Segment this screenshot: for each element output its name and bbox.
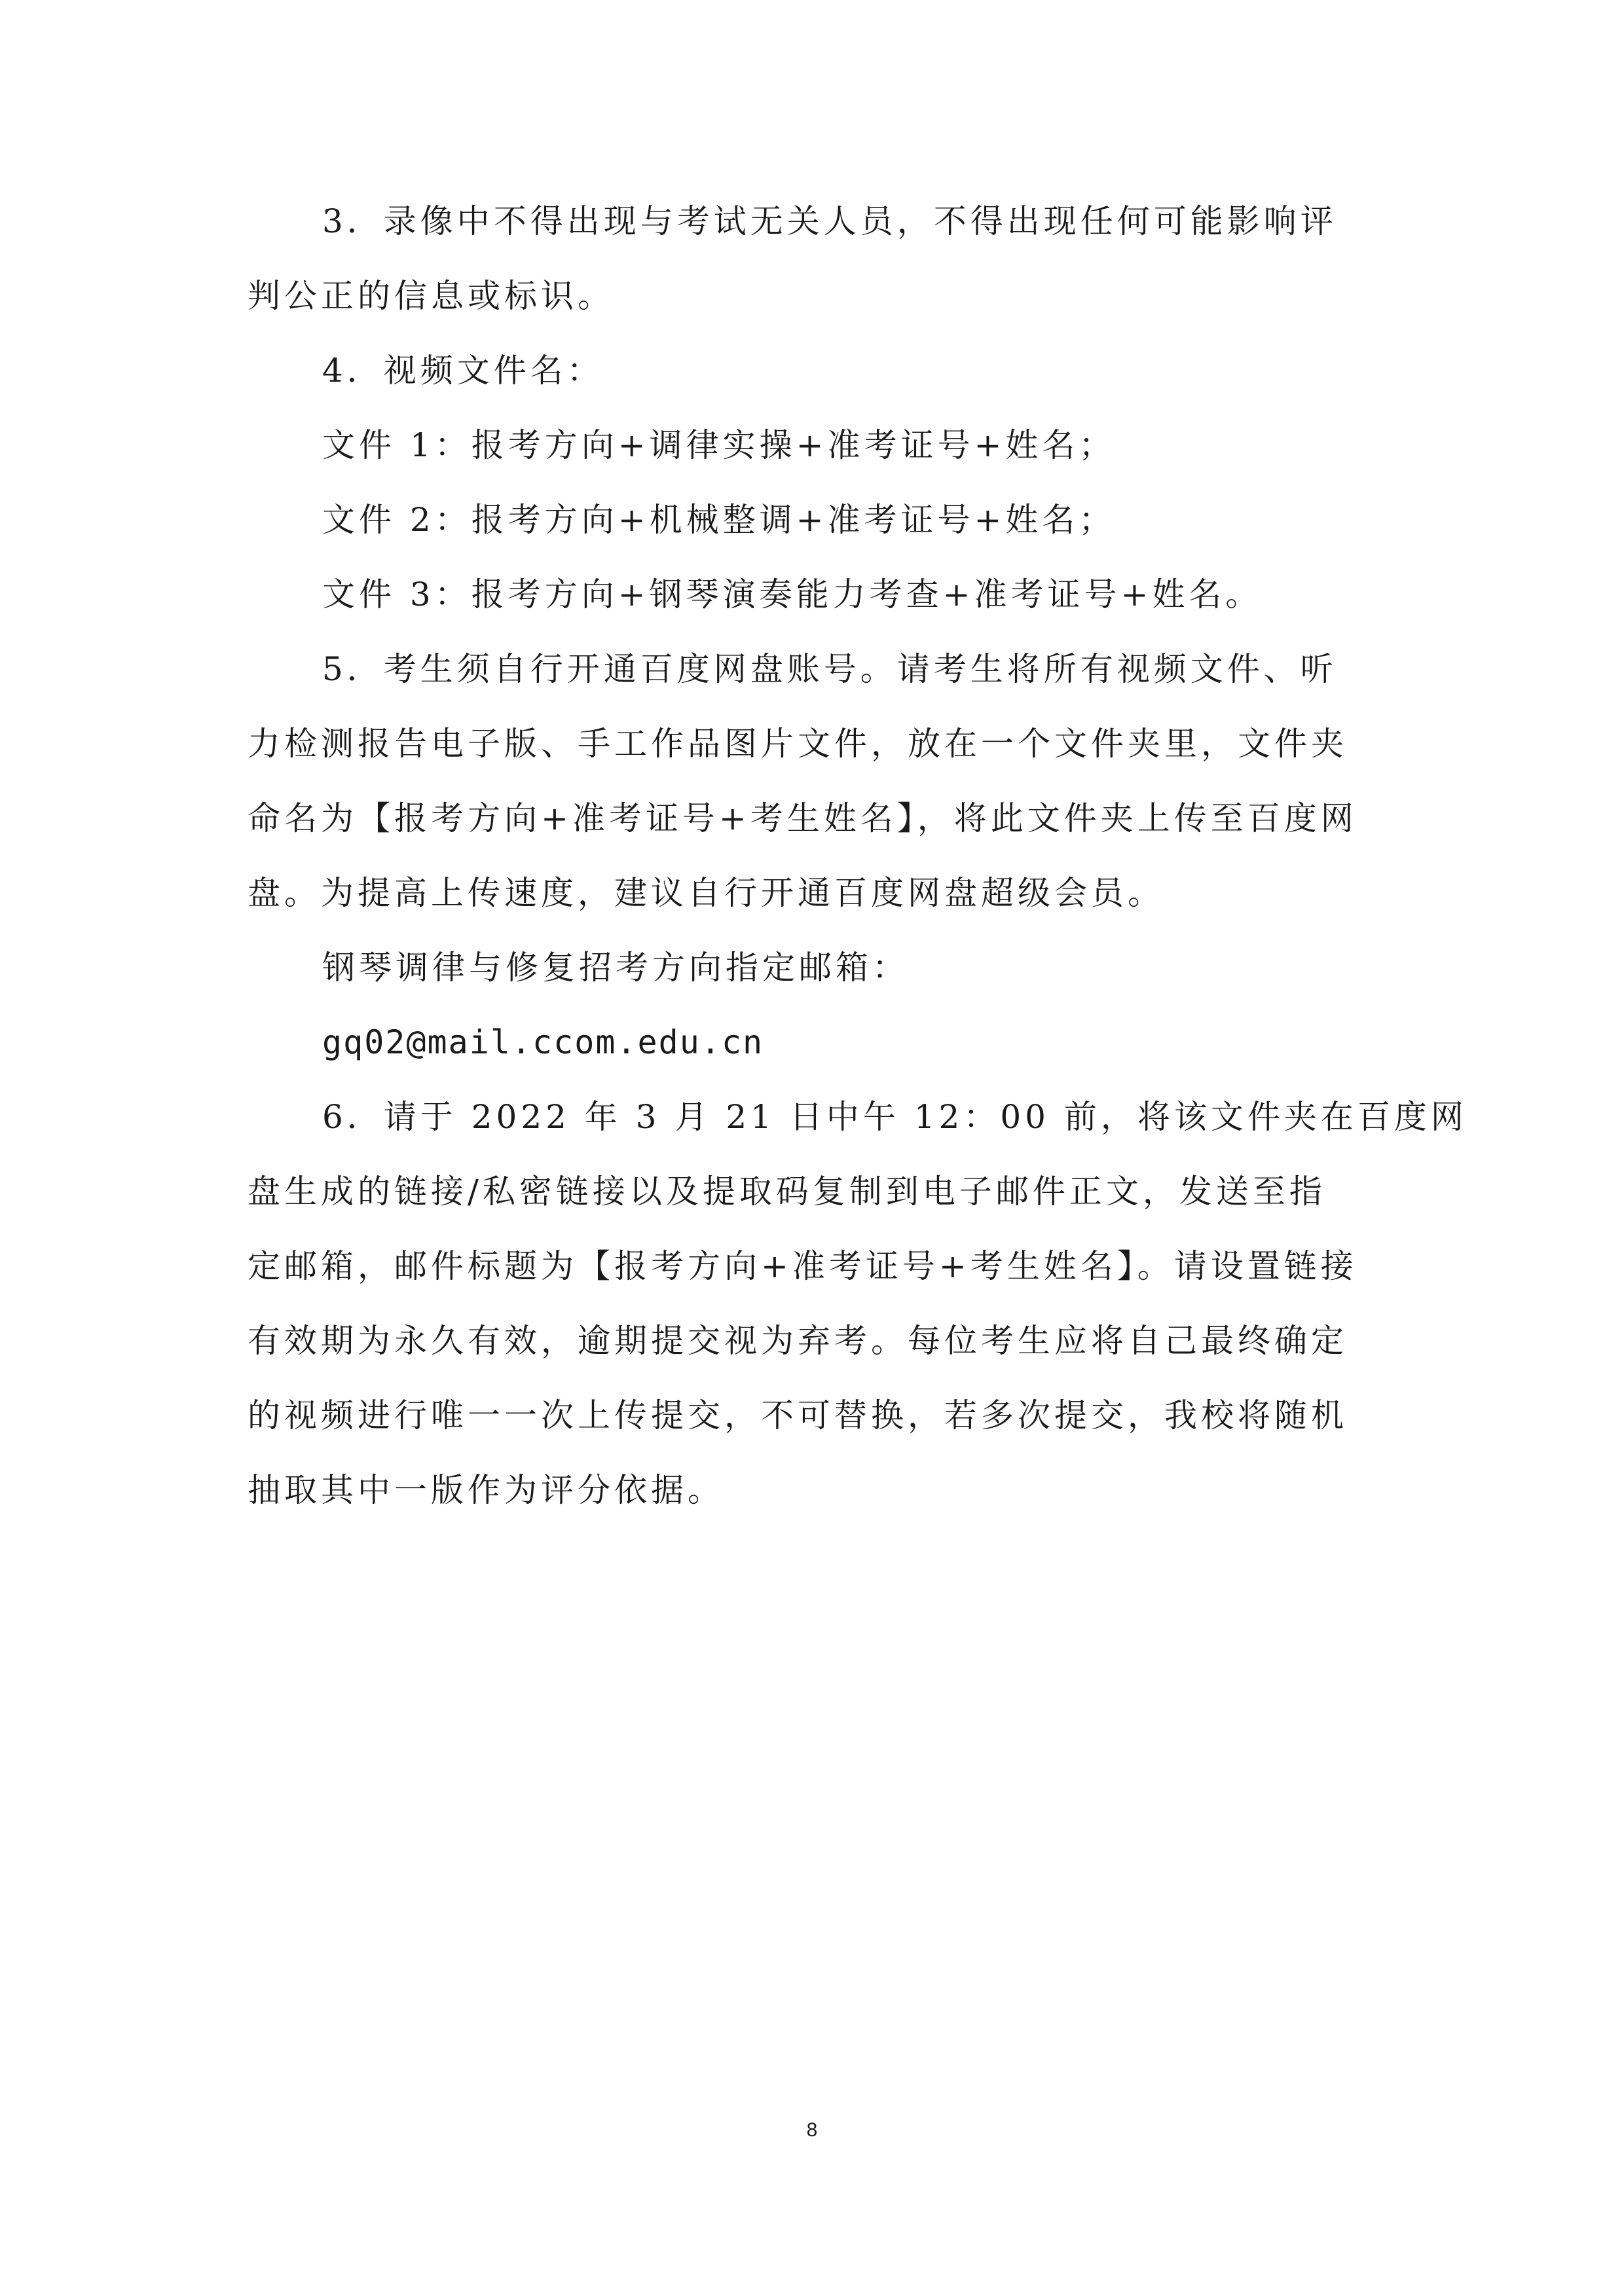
page-number: 8: [806, 2119, 818, 2141]
item-5-line-2: 力检测报告电子版、手工作品图片文件，放在一个文件夹里，文件夹: [248, 725, 1348, 763]
item-6-line-2: 盘生成的链接/私密链接以及提取码复制到电子邮件正文，发送至指: [248, 1173, 1326, 1211]
item-5-line-4: 盘。为提高上传速度，建议自行开通百度网盘超级会员。: [248, 874, 1164, 912]
email-label: 钢琴调律与修复招考方向指定邮箱：: [322, 949, 909, 987]
item-6-line-5: 的视频进行唯一一次上传提交，不可替换，若多次提交，我校将随机: [248, 1396, 1348, 1434]
item-5-line-1: 5．考生须自行开通百度网盘账号。请考生将所有视频文件、听: [322, 650, 1337, 688]
item-3-line-1: 3．录像中不得出现与考试无关人员，不得出现任何可能影响评: [322, 202, 1337, 240]
item-6-line-3: 定邮箱，邮件标题为【报考方向+准考证号+考生姓名】。请设置链接: [248, 1247, 1357, 1285]
item-6-line-4: 有效期为永久有效，逾期提交视为弃考。每位考生应将自己最终确定: [248, 1322, 1348, 1360]
email-address: gq02@mail.ccom.edu.cn: [322, 1023, 764, 1061]
file-2-name: 文件 2：报考方向+机械整调+准考证号+姓名；: [322, 501, 1116, 539]
item-6-line-1: 6．请于 2022 年 3 月 21 日中午 12：00 前，将该文件夹在百度网: [322, 1098, 1467, 1136]
file-1-name: 文件 1：报考方向+调律实操+准考证号+姓名；: [322, 426, 1116, 464]
item-3-line-2: 判公正的信息或标识。: [248, 277, 614, 315]
item-5-line-3: 命名为【报考方向+准考证号+考生姓名】，将此文件夹上传至百度网: [248, 799, 1357, 837]
item-6-line-6: 抽取其中一版作为评分依据。: [248, 1471, 724, 1509]
file-3-name: 文件 3：报考方向+钢琴演奏能力考查+准考证号+姓名。: [322, 575, 1263, 613]
item-4-heading: 4．视频文件名：: [322, 352, 604, 390]
